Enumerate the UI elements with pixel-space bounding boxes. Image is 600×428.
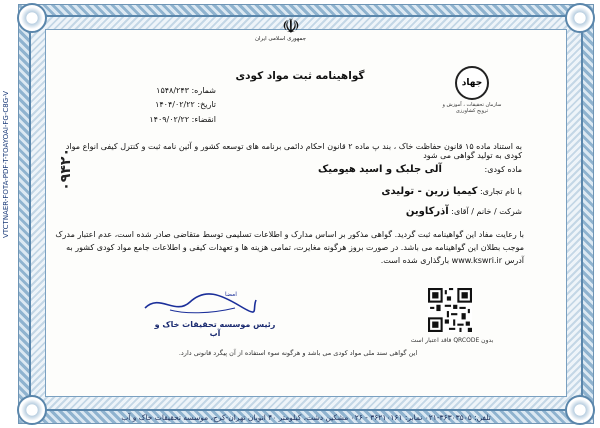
body-paragraph: با رعایت مفاد این گواهینامه ثبت گردید. گواهی مذکور بر اساس مدارک و اطلاعات تسلیمی توسط متقاضی صادر شده است، عدم اعتبار مدرک موجب بطلان این گواهینامه می باشد. در صورت بروز هرگونه مغایرت، تمامی هزینه ها و تعهدات کیفی و اطلاعات جامع مواد کودی کشور به آدرس www.kswri.ir بارگذاری شده است.	[55, 230, 524, 265]
side-serial-strip: VTCTNAER-FOTA-PDF-T-TOAYOAI-FG-C8G-V	[2, 90, 10, 238]
emblem-caption: جمهوری اسلامی ایران	[254, 36, 306, 42]
trade-name-label: با نام تجاری:	[479, 187, 522, 196]
signature-handwritten: امضا	[225, 291, 237, 298]
signature	[140, 288, 260, 318]
page-title: گواهینامه ثبت مواد کودی	[235, 70, 365, 82]
organization-logo	[455, 66, 489, 100]
qr-code-icon[interactable]	[428, 288, 472, 332]
expiry-label: انقضاء:	[191, 115, 216, 124]
date-value: ۱۴۰۴/۰۲/۲۲	[155, 100, 195, 109]
qr-caption: بدون QRCODE فاقد اعتبار است	[410, 337, 494, 344]
footer-address: تلفن: ۳۶۳۰۳۵۰۵-۰۲۱ نمابر: ۳۶۲۱۰۱۶۱ - ۰۲۶ مشکین دشت، کیلومتر ۴۰ اتوبان تهران-کرج، موسسه تحقیقات خاک و آب	[121, 413, 491, 422]
fertilizer-label: ماده کودی:	[484, 165, 522, 174]
intro-text: به استناد ماده ۱۵ قانون حفاظت خاک ، بند پ ماده ۲ قانون احکام دائمی برنامه های توسعه کشور و آئین نامه ثبت و کنترل کیفی انواع مواد کودی به تولید گواهی می شود	[65, 142, 522, 160]
logo-caption: سازمان تحقیقات ، آموزش و ترویج کشاورزی	[442, 102, 502, 114]
trade-name-row	[52, 186, 522, 197]
company-label: شرکت / خانم / آقای:	[451, 207, 522, 216]
corner-ornament	[17, 3, 47, 33]
fertilizer-value: آلی جلبک و اسید هیومیک	[317, 164, 442, 175]
emblem	[254, 14, 306, 42]
legal-note: این گواهی سند ملی مواد کودی می باشد و هرگونه سوء استفاده از آن پیگرد قانونی دارد.	[178, 349, 418, 357]
company-value: آذرکاوین	[405, 206, 449, 217]
corner-ornament	[565, 3, 595, 33]
trade-name-value: کیمیا زرین - تولیدی	[381, 186, 478, 197]
number-row	[76, 86, 216, 95]
company-row	[52, 206, 522, 217]
expiry-row	[76, 115, 216, 124]
expiry-value: ۱۴۰۹/۰۲/۲۲	[149, 115, 190, 124]
date-row	[76, 100, 216, 109]
iran-emblem-icon: ☫	[282, 14, 300, 38]
logo-glyph: جهاد	[461, 78, 483, 88]
number-value: ۱۵۴۸/۲۴۳	[156, 86, 189, 95]
vertical-code: ۰۹۴۲۰	[58, 148, 74, 191]
fertilizer-row	[52, 164, 522, 175]
signatory-name: رئیس موسسه تحقیقات خاک و آب	[154, 320, 276, 338]
number-label: شماره:	[191, 86, 216, 95]
date-label: تاریخ:	[197, 100, 216, 109]
